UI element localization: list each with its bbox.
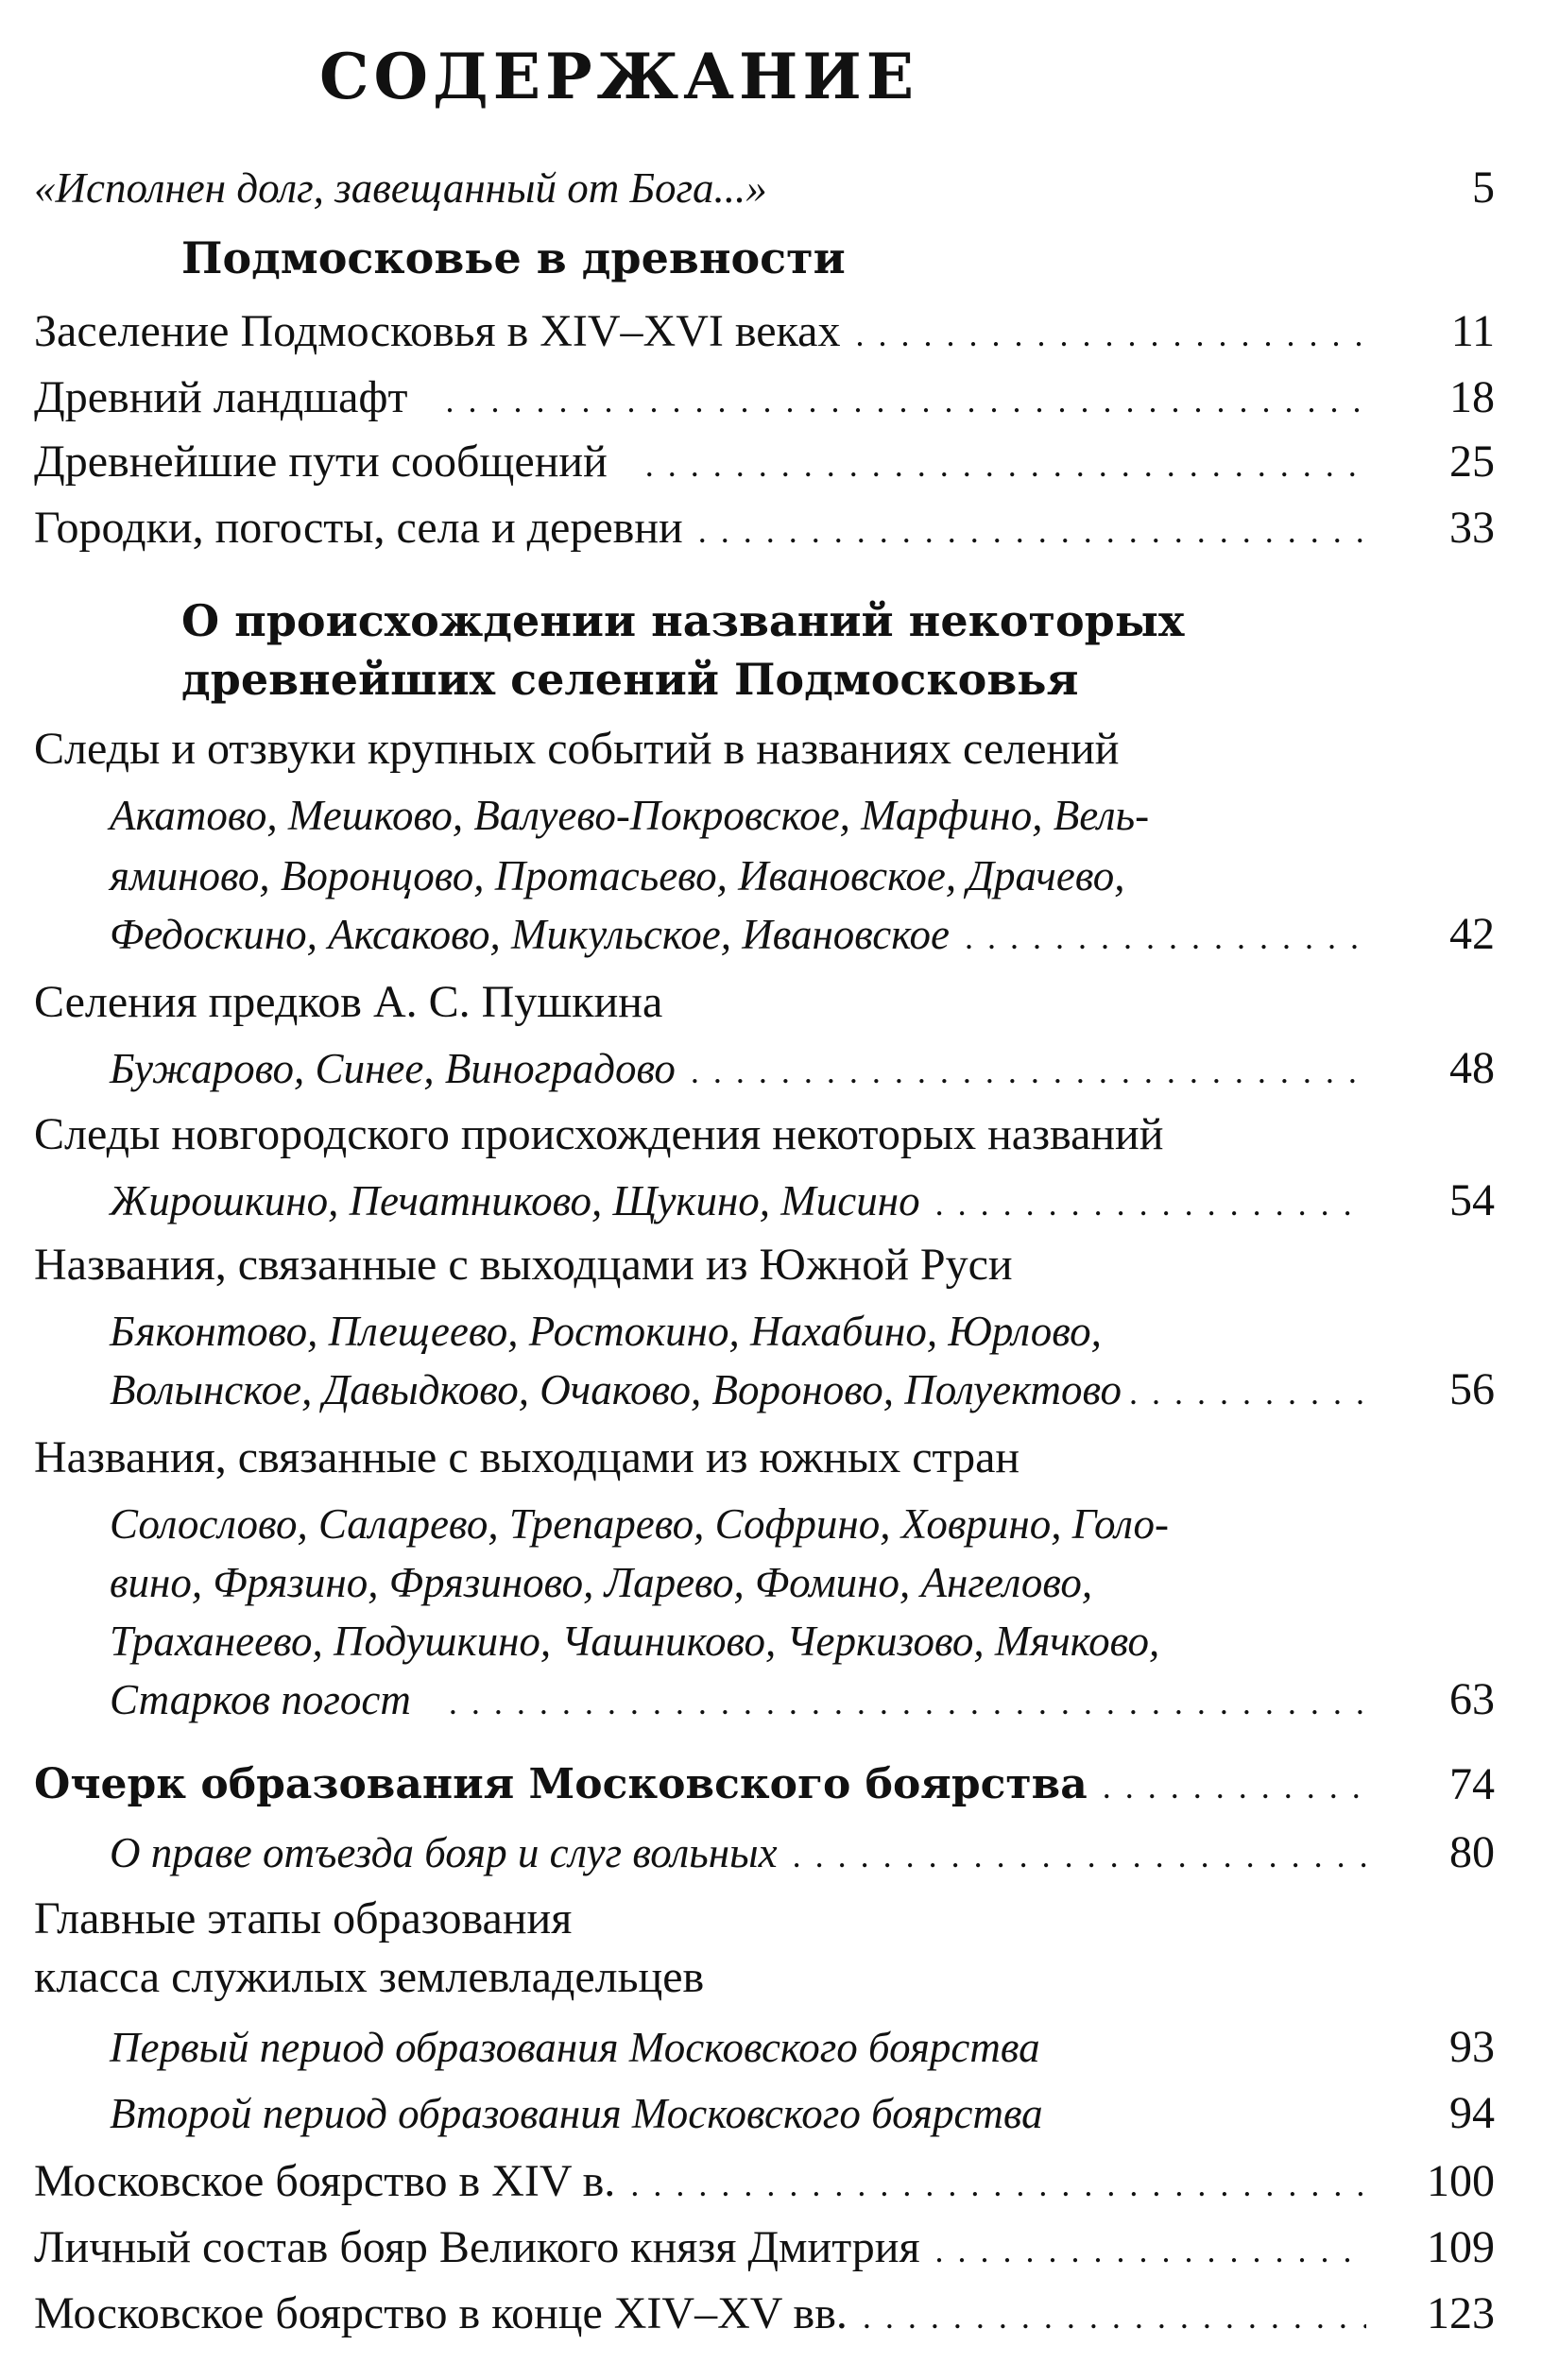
page-number: 18 (1449, 372, 1495, 422)
group-heading[interactable]: Следы и отзвуки крупных событий в названиях селений (34, 724, 1120, 774)
group-heading[interactable]: Селения предков А. С. Пушкина (34, 977, 663, 1027)
toc-entry[interactable]: Древний ландшафт . . . (34, 370, 1381, 428)
dot-leader (698, 504, 1366, 558)
dot-leader (855, 307, 1366, 362)
toc-entry[interactable]: Личный состав бояр Великого князя Дмитрия . . . (34, 2220, 1381, 2278)
dot-leader (645, 437, 1366, 492)
page-title: СОДЕРЖАНИЕ (319, 40, 919, 113)
dot-leader (1129, 1365, 1366, 1420)
toc-entry[interactable]: Московское боярство в конце XIV–XV вв. . . . (34, 2286, 1381, 2344)
page-number: 63 (1449, 1674, 1495, 1724)
page-number: 25 (1449, 437, 1495, 487)
page-number: 33 (1449, 503, 1495, 553)
page-number: 56 (1449, 1364, 1495, 1414)
toc-entry-intro[interactable] (34, 161, 1300, 215)
page-number: 109 (1427, 2222, 1495, 2272)
toc-entry[interactable]: Древнейшие пути сообщений . . . (34, 435, 1381, 492)
stages-heading-line2: класса служилых землевладельцев (34, 1952, 705, 2002)
group-heading[interactable]: Следы новгородского происхождения некоторых названий (34, 1109, 1164, 1159)
dot-leader (1103, 1759, 1366, 1814)
page-number: 93 (1449, 2022, 1495, 2072)
toc-entry[interactable]: Заселение Подмосковья в XIV–XVI веках . . . (34, 304, 1381, 362)
dot-leader (445, 373, 1366, 428)
toc-entry[interactable]: Московское боярство в XIV в. . . . (34, 2154, 1381, 2212)
village-list-line: вино, Фрязино, Фрязиново, Ларево, Фомино, Ангелово, (110, 1559, 1093, 1606)
toc-entry[interactable]: О праве отъезда бояр и слуг вольных . . . (110, 1825, 1381, 1883)
section-heading-names-line1: О происхождении названий некоторых (181, 595, 1185, 646)
dot-leader (449, 1675, 1366, 1730)
dot-leader (863, 2289, 1366, 2344)
page-number: 48 (1449, 1043, 1495, 1093)
page-number: 94 (1449, 2088, 1495, 2138)
page-number: 54 (1449, 1175, 1495, 1225)
village-list-line: Жирошкино, Печатниково, Щукино, Мисино . . . (110, 1173, 1381, 1231)
dot-leader (691, 1044, 1366, 1099)
page-number: 5 (1472, 163, 1495, 213)
dot-leader (630, 2157, 1366, 2212)
toc-entry[interactable]: Второй период образования Московского боярства (110, 2090, 1043, 2137)
page-number: 11 (1450, 306, 1495, 356)
page-number: 123 (1427, 2288, 1495, 2338)
dot-leader (935, 1176, 1366, 1231)
dot-leader (965, 910, 1366, 965)
village-list-line: Федоскино, Аксаково, Микульское, Ивановское . . . (110, 907, 1381, 965)
village-list-line: яминово, Воронцово, Протасьево, Ивановское, Драчево, (110, 852, 1125, 899)
village-list-line: Акатово, Мешково, Валуево-Покровское, Марфино, Вель- (110, 792, 1150, 839)
toc-entry[interactable]: Первый период образования Московского боярства (110, 2024, 1040, 2071)
village-list-line: Волынское, Давыдково, Очаково, Вороново, Полуектово . . . (110, 1362, 1381, 1420)
toc-entry[interactable]: Городки, погосты, села и деревни . . . (34, 501, 1381, 558)
stages-heading-line1: Главные этапы образования (34, 1893, 573, 1943)
page-number: 42 (1449, 909, 1495, 959)
entry-title: «Исполнен долг, завещанный от Бога...» (34, 164, 767, 212)
page-number: 74 (1449, 1759, 1495, 1809)
village-list-line: Солослово, Саларево, Трепарево, Софрино, Ховрино, Голо- (110, 1500, 1170, 1548)
group-heading[interactable]: Названия, связанные с выходцами из южных стран (34, 1432, 1020, 1482)
section-heading-antiquity: Подмосковье в древности (181, 232, 846, 283)
page-number: 100 (1427, 2156, 1495, 2206)
section-heading-names-line2: древнейших селений Подмосковья (181, 654, 1079, 705)
section-heading-boyars[interactable]: Очерк образования Московского боярства . . . (34, 1757, 1381, 1814)
village-list-line: Траханеево, Подушкино, Чашниково, Черкизово, Мячково, (110, 1618, 1160, 1665)
dot-leader (793, 1828, 1366, 1883)
village-list-line: Бужарово, Синее, Виноградово . . . (110, 1041, 1381, 1099)
village-list-line: Старков погост . . . (110, 1672, 1381, 1730)
group-heading[interactable]: Названия, связанные с выходцами из Южной Руси (34, 1240, 1013, 1290)
page-number: 80 (1449, 1827, 1495, 1877)
dot-leader (935, 2223, 1366, 2278)
village-list-line: Бяконтово, Плещеево, Ростокино, Нахабино, Юрлово, (110, 1308, 1102, 1355)
